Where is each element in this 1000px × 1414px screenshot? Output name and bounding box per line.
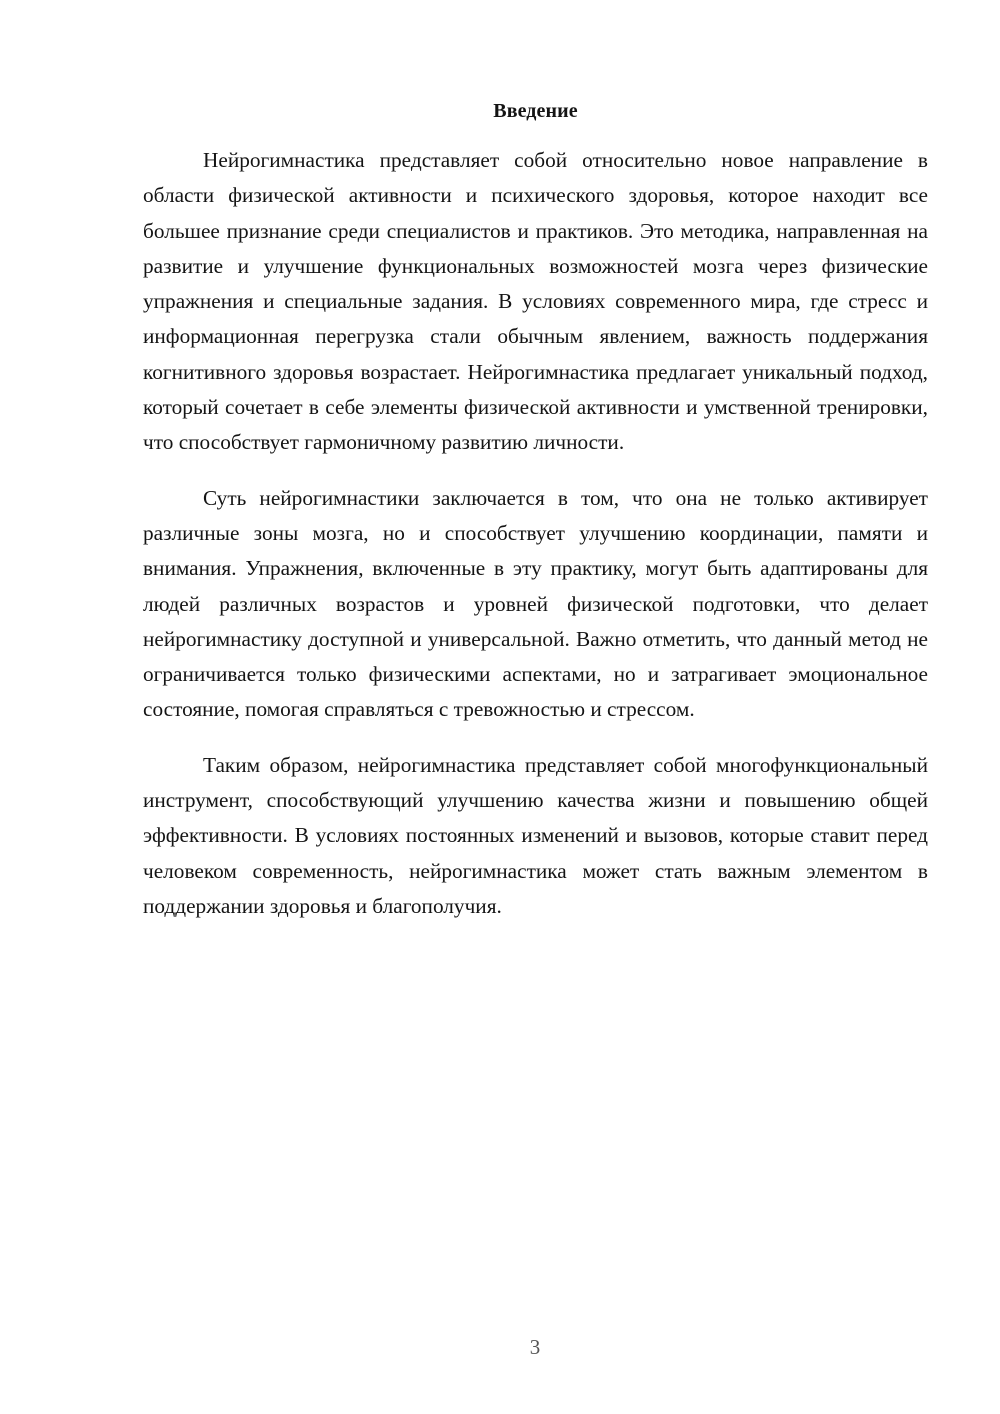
paragraph-1: Нейрогимнастика представляет собой относительно новое направление в области физической активности и психического здоровья, которое находит все большее признание среди специалистов и практиков. Это методика, направленная на развитие и улучшение функциональных возможностей мозга через физические упражнения и специальные задания. В условиях современного мира, где стресс и информационная перегрузка стали обычным явлением, важность поддержания когнитивного здоровья возрастает. Нейрогимнастика предлагает уникальный подход, который сочетает в себе элементы физической активности и умственной тренировки, что способствует гармоничному развитию личности.	[143, 148, 928, 455]
paragraph-2: Суть нейрогимнастики заключается в том, что она не только активирует различные зоны мозга, но и способствует улучшению координации, памяти и внимания. Упражнения, включенные в эту практику, могут быть адаптированы для людей различных возрастов и уровней физической подготовки, что делает нейрогимнастику доступной и универсальной. Важно отметить, что данный метод не ограничивается только физическими аспектами, но и затрагивает эмоциональное состояние, помогая справляться с тревожностью и стрессом.	[143, 485, 928, 722]
paragraph-3: Таким образом, нейрогимнастика представляет собой многофункциональный инструмент, способствующий улучшению качества жизни и повышению общей эффективности. В условиях постоянных изменений и вызовов, которые ставит перед человеком современность, нейрогимнастика может стать важным элементом в поддержании здоровья и благополучия.	[143, 752, 928, 918]
page-number: 3	[529, 1335, 541, 1359]
page-content	[143, 96, 928, 924]
section-title: Введение	[493, 100, 578, 122]
